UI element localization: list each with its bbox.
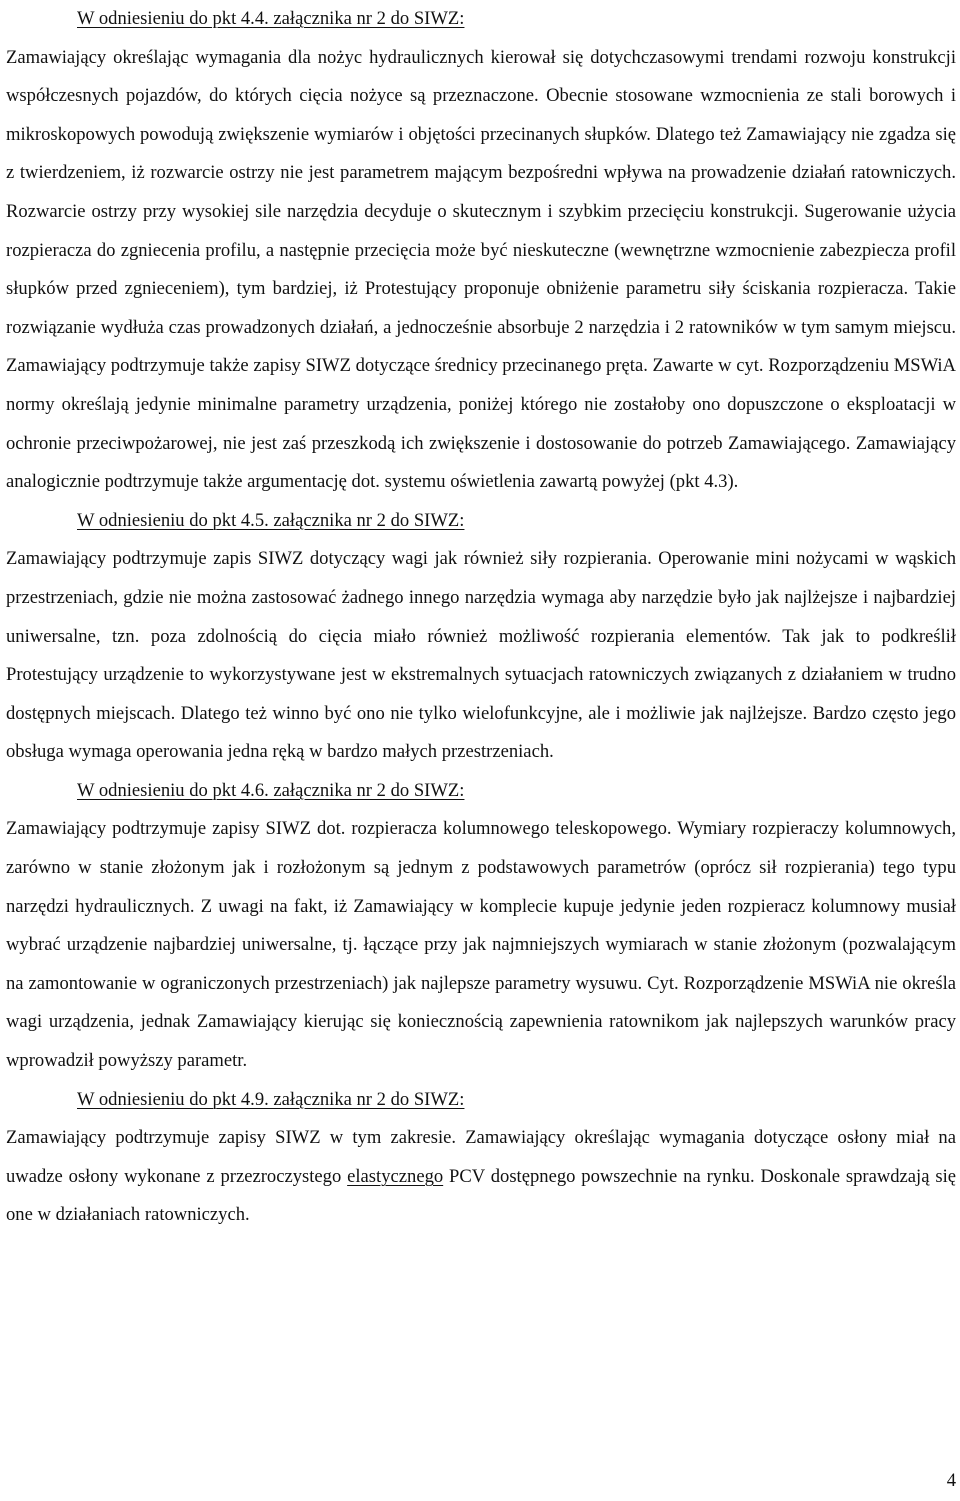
section-4-5 (6, 502, 956, 772)
section-paragraph: Zamawiający podtrzymuje zapis SIWZ dotyczący wagi jak również siły rozpierania. Operowanie mini nożycami w wąskich przestrzeniach, gdzie nie można zastosować żadnego innego narzędzia wymaga aby narzędzie było jak najlżejsze i najbardziej uniwersalne, tzn. poza zdolnością do cięcia miało również możliwość rozpierania elementów. Tak jak to podkreślił Protestujący urządzenie to wykorzystywane jest w ekstremalnych sytuacjach ratowniczych związanych z działaniem w trudno dostępnych miejscach. Dlatego też winno być ono nie tylko wielofunkcyjne, ale i możliwie jak najlżejsze. Bardzo często jego obsługa wymaga operowania jedna ręką w bardzo małych przestrzeniach. (6, 548, 956, 763)
paragraph-text-before: Zamawiający podtrzymuje zapisy SIWZ w tym zakresie. Zamawiający określając wymagania dotyczące osłony miał na uwadze osłony wykonane z przezroczystego (6, 1127, 956, 1187)
section-paragraph (6, 1119, 956, 1235)
section-paragraph: Zamawiający określając wymagania dla nożyc hydraulicznych kierował się dotychczasowymi trendami rozwoju konstrukcji współczesnych pojazdów, do których cięcia nożyce są przeznaczone. Obecnie stosowane wzmocnienia ze stali borowych i mikroskopowych powodują zwiększenie wymiarów i objętości przecinanych słupków. Dlatego też Zamawiający nie zgadza się z twierdzeniem, iż rozwarcie ostrzy nie jest parametrem mającym bezpośredni wpływa na prowadzenie działań ratowniczych. Rozwarcie ostrzy przy wysokiej sile narzędzia decyduje o skutecznym i szybkim przecięciu konstrukcji. Sugerowanie użycia rozpieracza do zgniecenia profilu, a następnie przecięcia może być nieskuteczne (wewnętrzne wzmocnienie zabezpiecza profil słupków przed zgnieceniem), tym bardziej, iż Protestujący proponuje obniżenie parametru siły ściskania rozpieracza. Takie rozwiązanie wydłuża czas prowadzonych działań, a jednocześnie absorbuje 2 narzędzia i 2 ratowników w tym samym miejscu. Zamawiający podtrzymuje także zapisy SIWZ dotyczące średnicy przecinanego pręta. Zawarte w cyt. Rozporządzeniu MSWiA normy określają jedynie minimalne parametry urządzenia, poniżej którego nie zostałoby ono dopuszczone o eksploatacji w ochronie przeciwpożarowej, nie jest zaś przeszkodą ich zwiększenie i dostosowanie do potrzeb Zamawiającego. Zamawiający analogicznie podtrzymuje także argumentację dot. systemu oświetlenia zawartą powyżej (pkt 4.3). (6, 46, 956, 493)
page-number: 4 (946, 1470, 956, 1491)
section-4-6 (6, 772, 956, 1081)
document-page (6, 0, 956, 1235)
section-heading: W odniesieniu do pkt 4.9. załącznika nr 2 do SIWZ: (77, 1088, 465, 1110)
section-paragraph: Zamawiający podtrzymuje zapisy SIWZ dot. rozpieracza kolumnowego teleskopowego. Wymiary rozpieraczy kolumnowych, zarówno w stanie złożonym jak i rozłożonym są jednym z podstawowych parametrów (oprócz sił rozpierania) tego typu narzędzi hydraulicznych. Z uwagi na fakt, iż Zamawiający w komplecie kupuje jedynie jeden rozpieracz kolumnowy musiał wybrać urządzenie najbardziej uniwersalne, tj. łączące przy jak najmniejszych wymiarach w stanie złożonym (pozwalającym na zamontowanie w ograniczonych przestrzeniach) jak najlepsze parametry wysuwu. Cyt. Rozporządzenie MSWiA nie określa wagi urządzenia, jednak Zamawiający kierując się koniecznością zapewnienia ratownikom jak najlepszych warunków pracy wprowadził powyższy parametr. (6, 818, 956, 1072)
section-heading: W odniesieniu do pkt 4.4. załącznika nr 2 do SIWZ: (77, 8, 465, 29)
section-4-9 (6, 1081, 956, 1235)
section-heading: W odniesieniu do pkt 4.5. załącznika nr 2 do SIWZ: (77, 509, 465, 531)
section-4-4 (6, 0, 956, 502)
paragraph-text-after: PCV dostępnego powszechnie na rynku. Doskonale sprawdzają się one w działaniach ratowniczych. (6, 1165, 956, 1226)
underlined-word: elastycznego (347, 1165, 444, 1187)
section-heading: W odniesieniu do pkt 4.6. załącznika nr 2 do SIWZ: (77, 779, 465, 801)
